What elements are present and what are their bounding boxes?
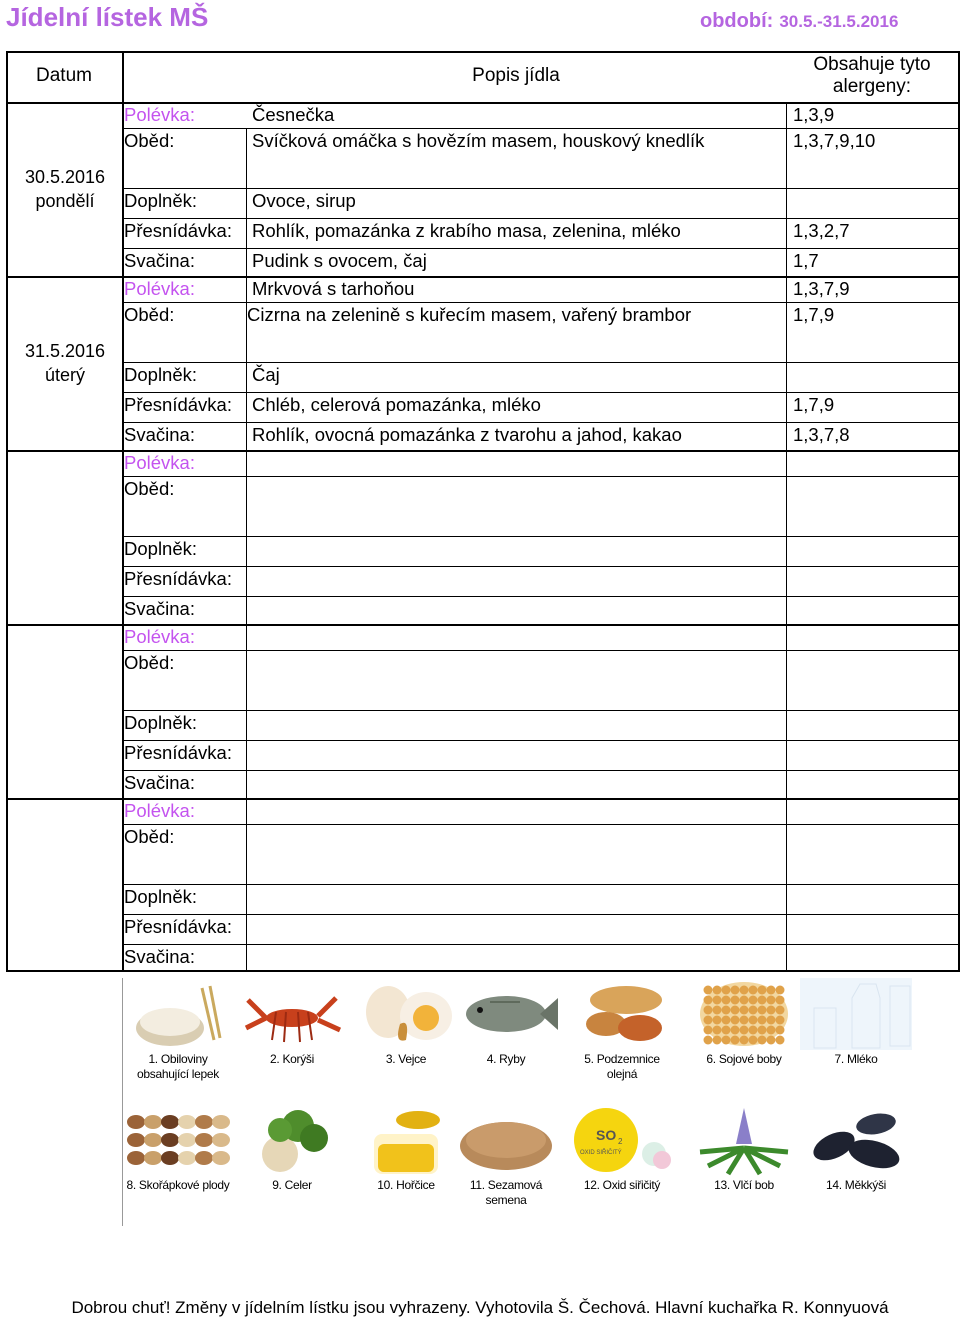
meal-label: Svačina: [124,772,195,793]
header-date: Datum [36,65,92,86]
meal-label: Doplněk: [124,712,198,733]
allergen-codes: 1,3,7,9,10 [793,130,876,151]
row-divider [122,944,958,945]
row-divider [122,740,958,741]
period-dates: 30.5.-31.5.2016 [779,12,899,31]
allergen-caption [566,1178,678,1193]
allergen-caption-line1: 5. Podzemnice [584,1052,660,1066]
allergen-10 [350,1104,462,1193]
row-divider [122,914,958,915]
header-description: Popis jídla [472,65,560,86]
date-value: 31.5.2016 [24,341,106,361]
allergen-14 [800,1104,912,1193]
meal-description: Čaj [252,364,280,385]
allergen-9 [236,1104,348,1193]
allergen-codes: 1,7 [793,250,819,271]
meal-description: Chléb, celerová pomazánka, mléko [252,394,541,415]
egg-icon [350,978,462,1050]
allergen-3 [350,978,462,1067]
table-border-top [6,51,958,53]
allergen-caption-line2: obsahující lepek [137,1067,219,1081]
allergen-caption-line1: 14. Měkkýši [825,1178,887,1192]
row-divider [122,770,958,771]
meal-label: Svačina: [124,946,195,967]
table-border-bottom [6,970,958,972]
allergen-caption-line1: 1. Obiloviny [148,1052,208,1066]
row-divider [122,536,958,537]
header-allergens-line2: alergeny: [832,76,912,97]
allergen-2 [236,978,348,1067]
row-divider [122,128,958,129]
date-value: 30.5.2016 [24,167,106,187]
allergen-8 [122,1104,234,1193]
meal-label: Přesnídávka: [124,394,232,415]
period-label: období: [700,10,774,32]
page-title: Jídelní lístek MŠ [6,2,209,32]
row-divider [122,248,958,249]
row-divider [122,218,958,219]
allergen-caption [800,1052,912,1067]
weekday: úterý [44,365,86,385]
label-column-divider [246,128,247,970]
meal-label: Doplněk: [124,886,198,907]
meal-label: Polévka: [124,626,195,647]
row-divider [122,422,958,423]
meal-label: Doplněk: [124,364,198,385]
allergen-caption [236,1178,348,1193]
allergen-caption-line1: 13. Vlčí bob [714,1178,774,1192]
meal-description: Pudink s ovocem, čaj [252,250,427,271]
allergen-caption-line1: 8. Skořápkové plody [126,1178,230,1192]
meal-description: Ovoce, sirup [252,190,356,211]
row-divider [122,566,958,567]
meal-description: Rohlík, ovocná pomazánka z tvarohu a jahod, kakao [252,424,682,445]
crayfish-icon [236,978,348,1050]
meal-label: Doplněk: [124,190,198,211]
meal-label: Doplněk: [124,538,198,559]
allergen-5 [566,978,678,1082]
allergen-12 [566,1104,678,1193]
allergen-4 [450,978,562,1067]
meal-label: Polévka: [124,452,195,473]
svg-text:OXID SIŘIČITÝ: OXID SIŘIČITÝ [580,1150,622,1156]
meal-label: Oběd: [124,130,175,151]
allergen-caption-line1: 11. Sezamová [469,1178,543,1192]
row-divider [122,884,958,885]
footer-note: Dobrou chuť! Změny v jídelním lístku jsou vyhrazeny. Vyhotovila Š. Čechová. Hlavní kuchařka R. Konnyuová [71,1298,889,1317]
row-divider [122,824,958,825]
date-cell [6,339,124,387]
meal-label: Svačina: [124,250,195,271]
meal-description: Mrkvová s tarhoňou [252,278,415,299]
allergen-11 [450,1104,562,1208]
row-divider [122,710,958,711]
allergen-caption-line1: 12. Oxid siřičitý [583,1178,661,1192]
meal-label: Oběd: [124,652,175,673]
peanut-icon [566,978,678,1050]
allergen-caption [122,1052,234,1082]
row-divider [122,650,958,651]
allergen-caption [450,1178,562,1208]
header-allergens-line1: Obsahuje tyto [813,54,931,75]
row-divider [122,392,958,393]
allergen-caption-line1: 7. Mléko [834,1052,878,1066]
period [700,10,898,33]
header-allergens [786,54,958,98]
meal-label: Přesnídávka: [124,742,232,763]
allergen-caption-line2: olejná [606,1067,638,1081]
row-divider [122,596,958,597]
allergen-caption [350,1178,462,1193]
allergen-codes: 1,7,9 [793,394,835,415]
allergen-caption-line1: 6. Sojové boby [706,1052,782,1066]
row-divider [122,188,958,189]
allergen-caption [566,1052,678,1082]
allergen-caption [122,1178,234,1193]
allergen-caption [450,1052,562,1067]
allergen-6 [688,978,800,1067]
date-cell [6,165,124,213]
celery-icon [236,1104,348,1176]
meal-label: Polévka: [124,800,195,821]
meal-label: Oběd: [124,826,175,847]
fish-icon [450,978,562,1050]
meal-label: Přesnídávka: [124,220,232,241]
allergen-caption-line1: 2. Korýši [270,1052,314,1066]
svg-text:SO: SO [596,1127,617,1143]
svg-text:2: 2 [618,1137,623,1146]
so2-icon [566,1104,678,1176]
meal-label: Svačina: [124,424,195,445]
meal-description: Česnečka [252,104,335,125]
milk-icon [800,978,912,1050]
weekday: pondělí [35,191,95,211]
allergen-caption-line1: 10. Hořčice [377,1178,435,1192]
meal-description: Svíčková omáčka s hovězím masem, houskový knedlík [252,130,705,151]
allergen-codes: 1,3,9 [793,104,835,125]
meal-label: Polévka: [124,104,195,125]
allergen-13 [688,1104,800,1193]
meal-label: Přesnídávka: [124,916,232,937]
row-divider [122,476,958,477]
row-divider [122,302,958,303]
meal-label: Polévka: [124,278,195,299]
allergen-caption [688,1178,800,1193]
meal-description: Cizrna na zelenině s kuřecím masem, vařený brambor [247,304,692,325]
legend-left-border [122,978,123,1226]
allergen-caption-line1: 4. Ryby [486,1052,526,1066]
allergen-codes: 1,3,7,8 [793,424,850,445]
allergen-caption [800,1178,912,1193]
meal-description: Rohlík, pomazánka z krabího masa, zelenina, mléko [252,220,681,241]
allergen-caption [688,1052,800,1067]
allergen-caption-line2: semena [485,1193,527,1207]
meal-label: Přesnídávka: [124,568,232,589]
allergen-1 [122,978,234,1082]
nuts-icon [122,1104,234,1176]
allergen-caption [236,1052,348,1067]
sesame-icon [450,1104,562,1176]
meal-label: Svačina: [124,598,195,619]
row-divider [122,362,958,363]
allergen-7 [800,978,912,1067]
meal-label: Oběd: [124,478,175,499]
meal-label: Oběd: [124,304,175,325]
allergen-caption-line1: 3. Vejce [385,1052,427,1066]
allergen-codes: 1,7,9 [793,304,835,325]
mussels-icon [800,1104,912,1176]
allergen-caption-line1: 9. Celer [272,1178,312,1192]
mustard-icon [350,1104,462,1176]
allergen-codes: 1,3,2,7 [793,220,850,241]
allergen-codes: 1,3,7,9 [793,278,850,299]
soybean-icon [688,978,800,1050]
lupin-icon [688,1104,800,1176]
grain-icon [122,978,234,1050]
allergen-caption [350,1052,462,1067]
